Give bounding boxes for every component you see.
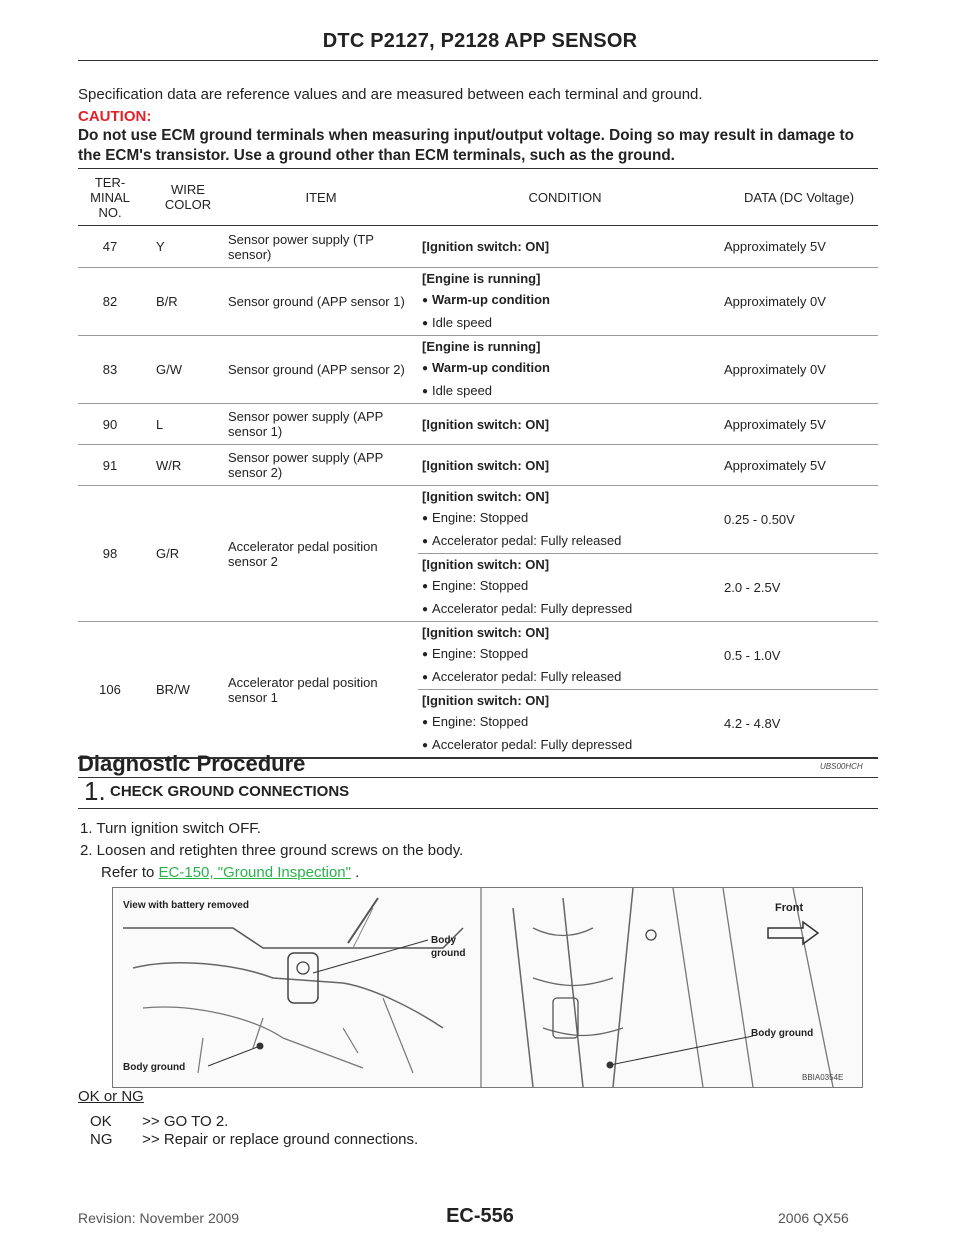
footer-revision: Revision: November 2009 [78, 1210, 240, 1226]
cell-item: Sensor ground (APP sensor 2) [224, 336, 418, 404]
result-ng-key: NG [90, 1131, 113, 1148]
condition-bullet: ● Accelerator pedal: Fully released [422, 530, 708, 553]
table-row [78, 226, 878, 268]
condition-bullet: ● Engine: Stopped [422, 507, 708, 530]
figure-code: BBIA0354E [802, 1073, 844, 1082]
condition-title: [Ignition switch: ON] [422, 489, 550, 504]
table-row [78, 268, 878, 336]
table-row [78, 336, 878, 404]
condition-title: [Ignition switch: ON] [422, 693, 550, 708]
cell-item: Sensor power supply (APP sensor 1) [224, 404, 418, 445]
cell-data: 4.2 - 4.8V [712, 690, 878, 759]
condition-bullet: ● Accelerator pedal: Fully depressed [422, 598, 708, 621]
label-body-ground: Body ground [431, 935, 466, 959]
step-title: CHECK GROUND CONNECTIONS [110, 783, 350, 800]
table-row [78, 445, 878, 486]
cell-wire: Y [142, 226, 224, 268]
list-item: 1. Turn ignition switch OFF. [80, 820, 261, 837]
result-ng-text: >> Repair or replace ground connections. [142, 1131, 419, 1148]
cell-terminal: 83 [78, 336, 142, 404]
footer-page-number: EC-556 [446, 1205, 514, 1227]
condition-bullet: ● Warm-up condition [422, 289, 708, 312]
result-heading: OK or NG [78, 1088, 144, 1105]
cell-condition [418, 622, 712, 690]
caution-text: Do not use ECM ground terminals when measuring input/output voltage. Doing so may result in damage to the ECM's transistor. Use a ground other than ECM terminals, such as the ground. [78, 127, 854, 164]
header-rule [78, 60, 878, 61]
condition-title: [Ignition switch: ON] [422, 416, 550, 432]
cell-item: Accelerator pedal position sensor 1 [224, 622, 418, 759]
ground-location-figure [112, 887, 863, 1088]
condition-bullet: ● Engine: Stopped [422, 711, 708, 734]
page-title: DTC P2127, P2128 APP SENSOR [322, 30, 638, 52]
result-ok-key: OK [90, 1113, 112, 1130]
step-number: 1. [84, 776, 106, 806]
cell-terminal: 82 [78, 268, 142, 336]
result-ng [90, 1131, 418, 1148]
header-data: DATA (DC Voltage) [712, 169, 878, 226]
cell-wire: B/R [142, 268, 224, 336]
condition-bullet: ● Idle speed [422, 380, 708, 403]
cell-data: Approximately 0V [712, 336, 878, 404]
cell-condition [418, 404, 712, 445]
refer-suffix: . [355, 864, 360, 881]
cell-terminal: 90 [78, 404, 142, 445]
cell-data: Approximately 5V [712, 226, 878, 268]
cell-data: 0.5 - 1.0V [712, 622, 878, 690]
cell-data: Approximately 0V [712, 268, 878, 336]
condition-bullet: ● Engine: Stopped [422, 575, 708, 598]
header-wire: WIRE COLOR [142, 169, 224, 226]
step-rule [78, 808, 878, 809]
figure-illustration [113, 888, 862, 1087]
label-body-ground: Body ground [123, 1062, 186, 1073]
section-rule [78, 777, 878, 778]
cell-data: Approximately 5V [712, 445, 878, 486]
cell-terminal: 106 [78, 622, 142, 759]
cell-wire: G/W [142, 336, 224, 404]
result-ok-text: >> GO TO 2. [142, 1113, 229, 1130]
header-condition: CONDITION [418, 169, 712, 226]
header-terminal: TER-MINAL NO. [78, 169, 142, 226]
cell-data: Approximately 5V [712, 404, 878, 445]
condition-bullet: ● Accelerator pedal: Fully released [422, 666, 708, 689]
cell-item: Accelerator pedal position sensor 2 [224, 486, 418, 622]
condition-title: [Ignition switch: ON] [422, 457, 550, 473]
section-title: Diagnostic Procedure [78, 751, 306, 776]
footer-model: 2006 QX56 [778, 1210, 849, 1226]
cell-wire: G/R [142, 486, 224, 622]
cell-wire: BR/W [142, 622, 224, 759]
figure-caption: View with battery removed [123, 900, 249, 911]
condition-bullet: ● Idle speed [422, 312, 708, 335]
cell-wire: L [142, 404, 224, 445]
condition-title: [Engine is running] [422, 339, 541, 354]
cell-item: Sensor ground (APP sensor 1) [224, 268, 418, 336]
list-item: 2. Loosen and retighten three ground screws on the body. [80, 842, 464, 859]
condition-title: [Engine is running] [422, 271, 541, 286]
cell-condition [418, 690, 712, 759]
cell-condition [418, 445, 712, 486]
result-ok [90, 1113, 228, 1130]
cell-condition [418, 336, 712, 404]
cell-condition [418, 486, 712, 554]
refer-line [80, 862, 463, 884]
condition-title: [Ignition switch: ON] [422, 625, 550, 640]
refer-prefix: Refer to [101, 864, 155, 881]
cell-terminal: 91 [78, 445, 142, 486]
condition-title: [Ignition switch: ON] [422, 557, 550, 572]
terminal-spec-table [78, 168, 878, 759]
cell-condition [418, 268, 712, 336]
cell-wire: W/R [142, 445, 224, 486]
condition-title: [Ignition switch: ON] [422, 239, 550, 254]
condition-bullet: ● Accelerator pedal: Fully depressed [422, 734, 708, 757]
header-item: ITEM [224, 169, 418, 226]
table-row [78, 404, 878, 445]
cell-data: 2.0 - 2.5V [712, 554, 878, 622]
table-row [78, 622, 878, 690]
intro-text: Specification data are reference values and are measured between each terminal and ground. [78, 86, 703, 103]
condition-bullet: ● Warm-up condition [422, 357, 708, 380]
ground-inspection-link[interactable]: EC-150, "Ground Inspection" [158, 864, 351, 881]
section-code: UBS00HCH [820, 762, 863, 771]
condition-bullet: ● Engine: Stopped [422, 643, 708, 666]
table-header-row [78, 169, 878, 226]
procedure-list [80, 818, 463, 884]
table-row [78, 486, 878, 554]
cell-terminal: 98 [78, 486, 142, 622]
cell-data: 0.25 - 0.50V [712, 486, 878, 554]
cell-item: Sensor power supply (APP sensor 2) [224, 445, 418, 486]
label-front: Front [775, 902, 804, 914]
caution-label: CAUTION: [78, 108, 152, 125]
cell-terminal: 47 [78, 226, 142, 268]
cell-item: Sensor power supply (TP sensor) [224, 226, 418, 268]
label-body-ground: Body ground [751, 1028, 814, 1039]
cell-condition [418, 554, 712, 622]
cell-condition [418, 226, 712, 268]
